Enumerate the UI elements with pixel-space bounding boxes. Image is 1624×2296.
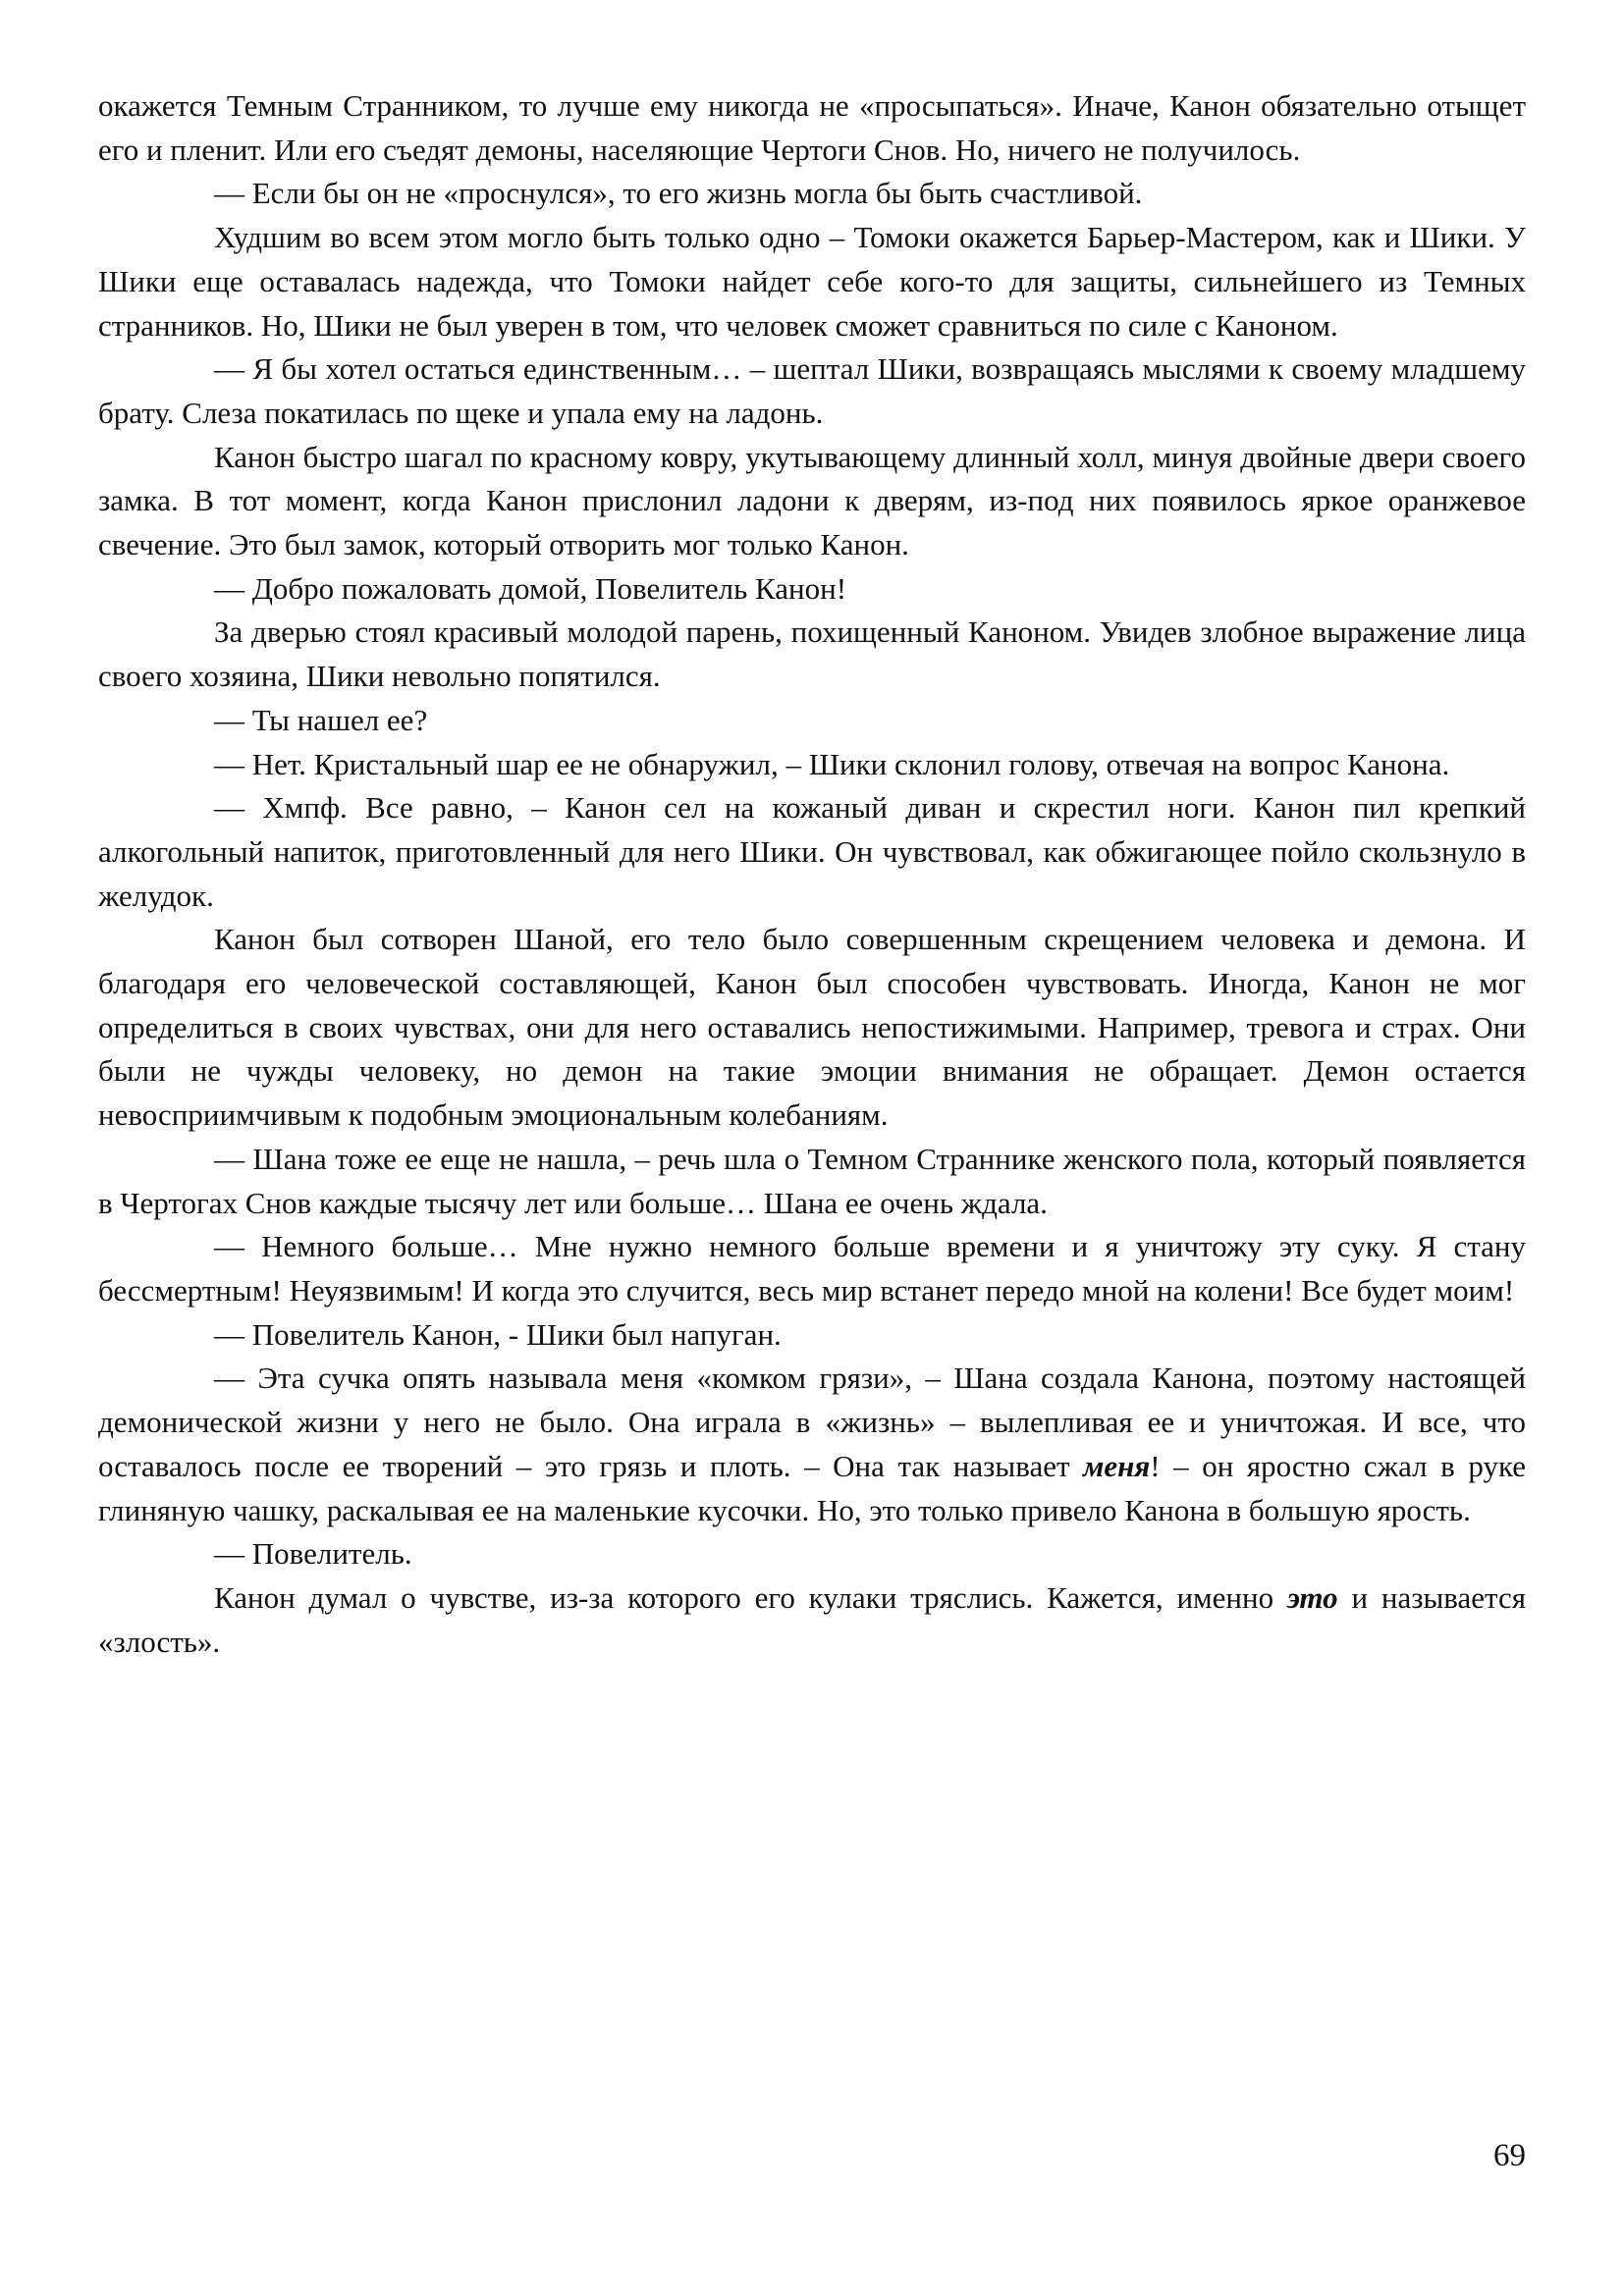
emphasis-text: меня: [1083, 1448, 1151, 1483]
paragraph-narration: Худшим во всем этом могло быть только одно – Томоки окажется Барьер-Мастером, как и Шики. У Шики еще оставалась надежда, что Томоки найдет себе кого-то для защиты, сильнейшего из Темных странников. Но, Шики не был уверен в том, что человек сможет сравниться по силе с Каноном.: [98, 220, 1526, 343]
paragraph-dialogue: — Если бы он не «проснулся», то его жизнь могла бы быть счастливой.: [214, 176, 1143, 211]
paragraph-dialogue: — Нет. Кристальный шар ее не обнаружил, – Шики склонил голову, отвечая на вопрос Канона.: [214, 746, 1450, 781]
paragraph-dialogue-emphasis: [98, 1357, 1526, 1532]
text-segment: ! – он яростно сжал в руке глиняную чашку, раскалывая ее на маленькие кусочки. Но, это только привело Канона в большую ярость.: [98, 1448, 1527, 1527]
paragraph-continuation: окажется Темным Странником, то лучше ему никогда не «просыпаться». Иначе, Канон обязательно отыщет его и пленит. Или его съедят демоны, населяющие Чертоги Снов. Но, ничего не получилось.: [98, 88, 1526, 167]
paragraph-dialogue: — Шана тоже ее еще не нашла, – речь шла о Темном Страннике женского пола, который появляется в Чертогах Снов каждые тысячу лет или больше… Шана ее очень ждала.: [98, 1141, 1526, 1220]
paragraph-dialogue: — Добро пожаловать домой, Повелитель Канон!: [214, 570, 847, 606]
paragraph-dialogue: — Повелитель Канон, - Шики был напуган.: [214, 1316, 782, 1352]
paragraph-dialogue: — Я бы хотел остаться единственным… – шептал Шики, возвращаясь мыслями к своему младшему брату. Слеза покатилась по щеке и упала ему на ладонь.: [98, 351, 1526, 430]
text-segment: — Эта сучка опять называла меня «комком грязи», – Шана создала Канона, поэтому настоящей демонической жизни у него не было. Она играла в «жизнь» – вылепливая ее и уничтожая. И все, что оставалось после ее творений – это грязь и плоть. – Она так называет: [98, 1361, 1526, 1483]
paragraph-dialogue: — Ты нашел ее?: [214, 702, 428, 737]
paragraph-narration: За дверью стоял красивый молодой парень, похищенный Каноном. Увидев злобное выражение лица своего хозяина, Шики невольно попятился.: [98, 614, 1526, 694]
paragraph-narration: Канон был сотворен Шаной, его тело было совершенным скрещением человека и демона. И благодаря его человеческой составляющей, Канон был способен чувствовать. Иногда, Канон не мог определиться в своих чувствах, они для него оставались непостижимыми. Например, тревога и страх. Они были не чужды человеку, но демон на такие эмоции внимания не обращает. Демон остается невосприимчивым к подобным эмоциональным колебаниям.: [98, 922, 1526, 1133]
page-number: 69: [1493, 2138, 1526, 2173]
paragraph-narration-emphasis: [98, 1576, 1526, 1664]
text-segment: Канон думал о чувстве, из-за которого его кулаки тряслись. Кажется, именно: [214, 1579, 1287, 1615]
page-body: [98, 84, 1526, 1664]
paragraph-dialogue: — Хмпф. Все равно, – Канон сел на кожаный диван и скрестил ноги. Канон пил крепкий алкогольный напиток, приготовленный для него Шики. Он чувствовал, как обжигающее пойло скользнуло в желудок.: [98, 790, 1526, 913]
emphasis-text: это: [1286, 1579, 1338, 1615]
text-segment: и называется «злость».: [98, 1579, 1526, 1659]
paragraph-narration: Канон быстро шагал по красному ковру, укутывающему длинный холл, минуя двойные двери своего замка. В тот момент, когда Канон прислонил ладони к дверям, из-под них появилось яркое оранжевое свечение. Это был замок, который отворить мог только Канон.: [98, 439, 1526, 562]
paragraph-dialogue: — Повелитель.: [214, 1536, 412, 1572]
paragraph-dialogue: — Немного больше… Мне нужно немного больше времени и я уничтожу эту суку. Я стану бессмертным! Неуязвимым! И когда это случится, весь мир встанет передо мной на колени! Все будет моим!: [98, 1229, 1526, 1308]
